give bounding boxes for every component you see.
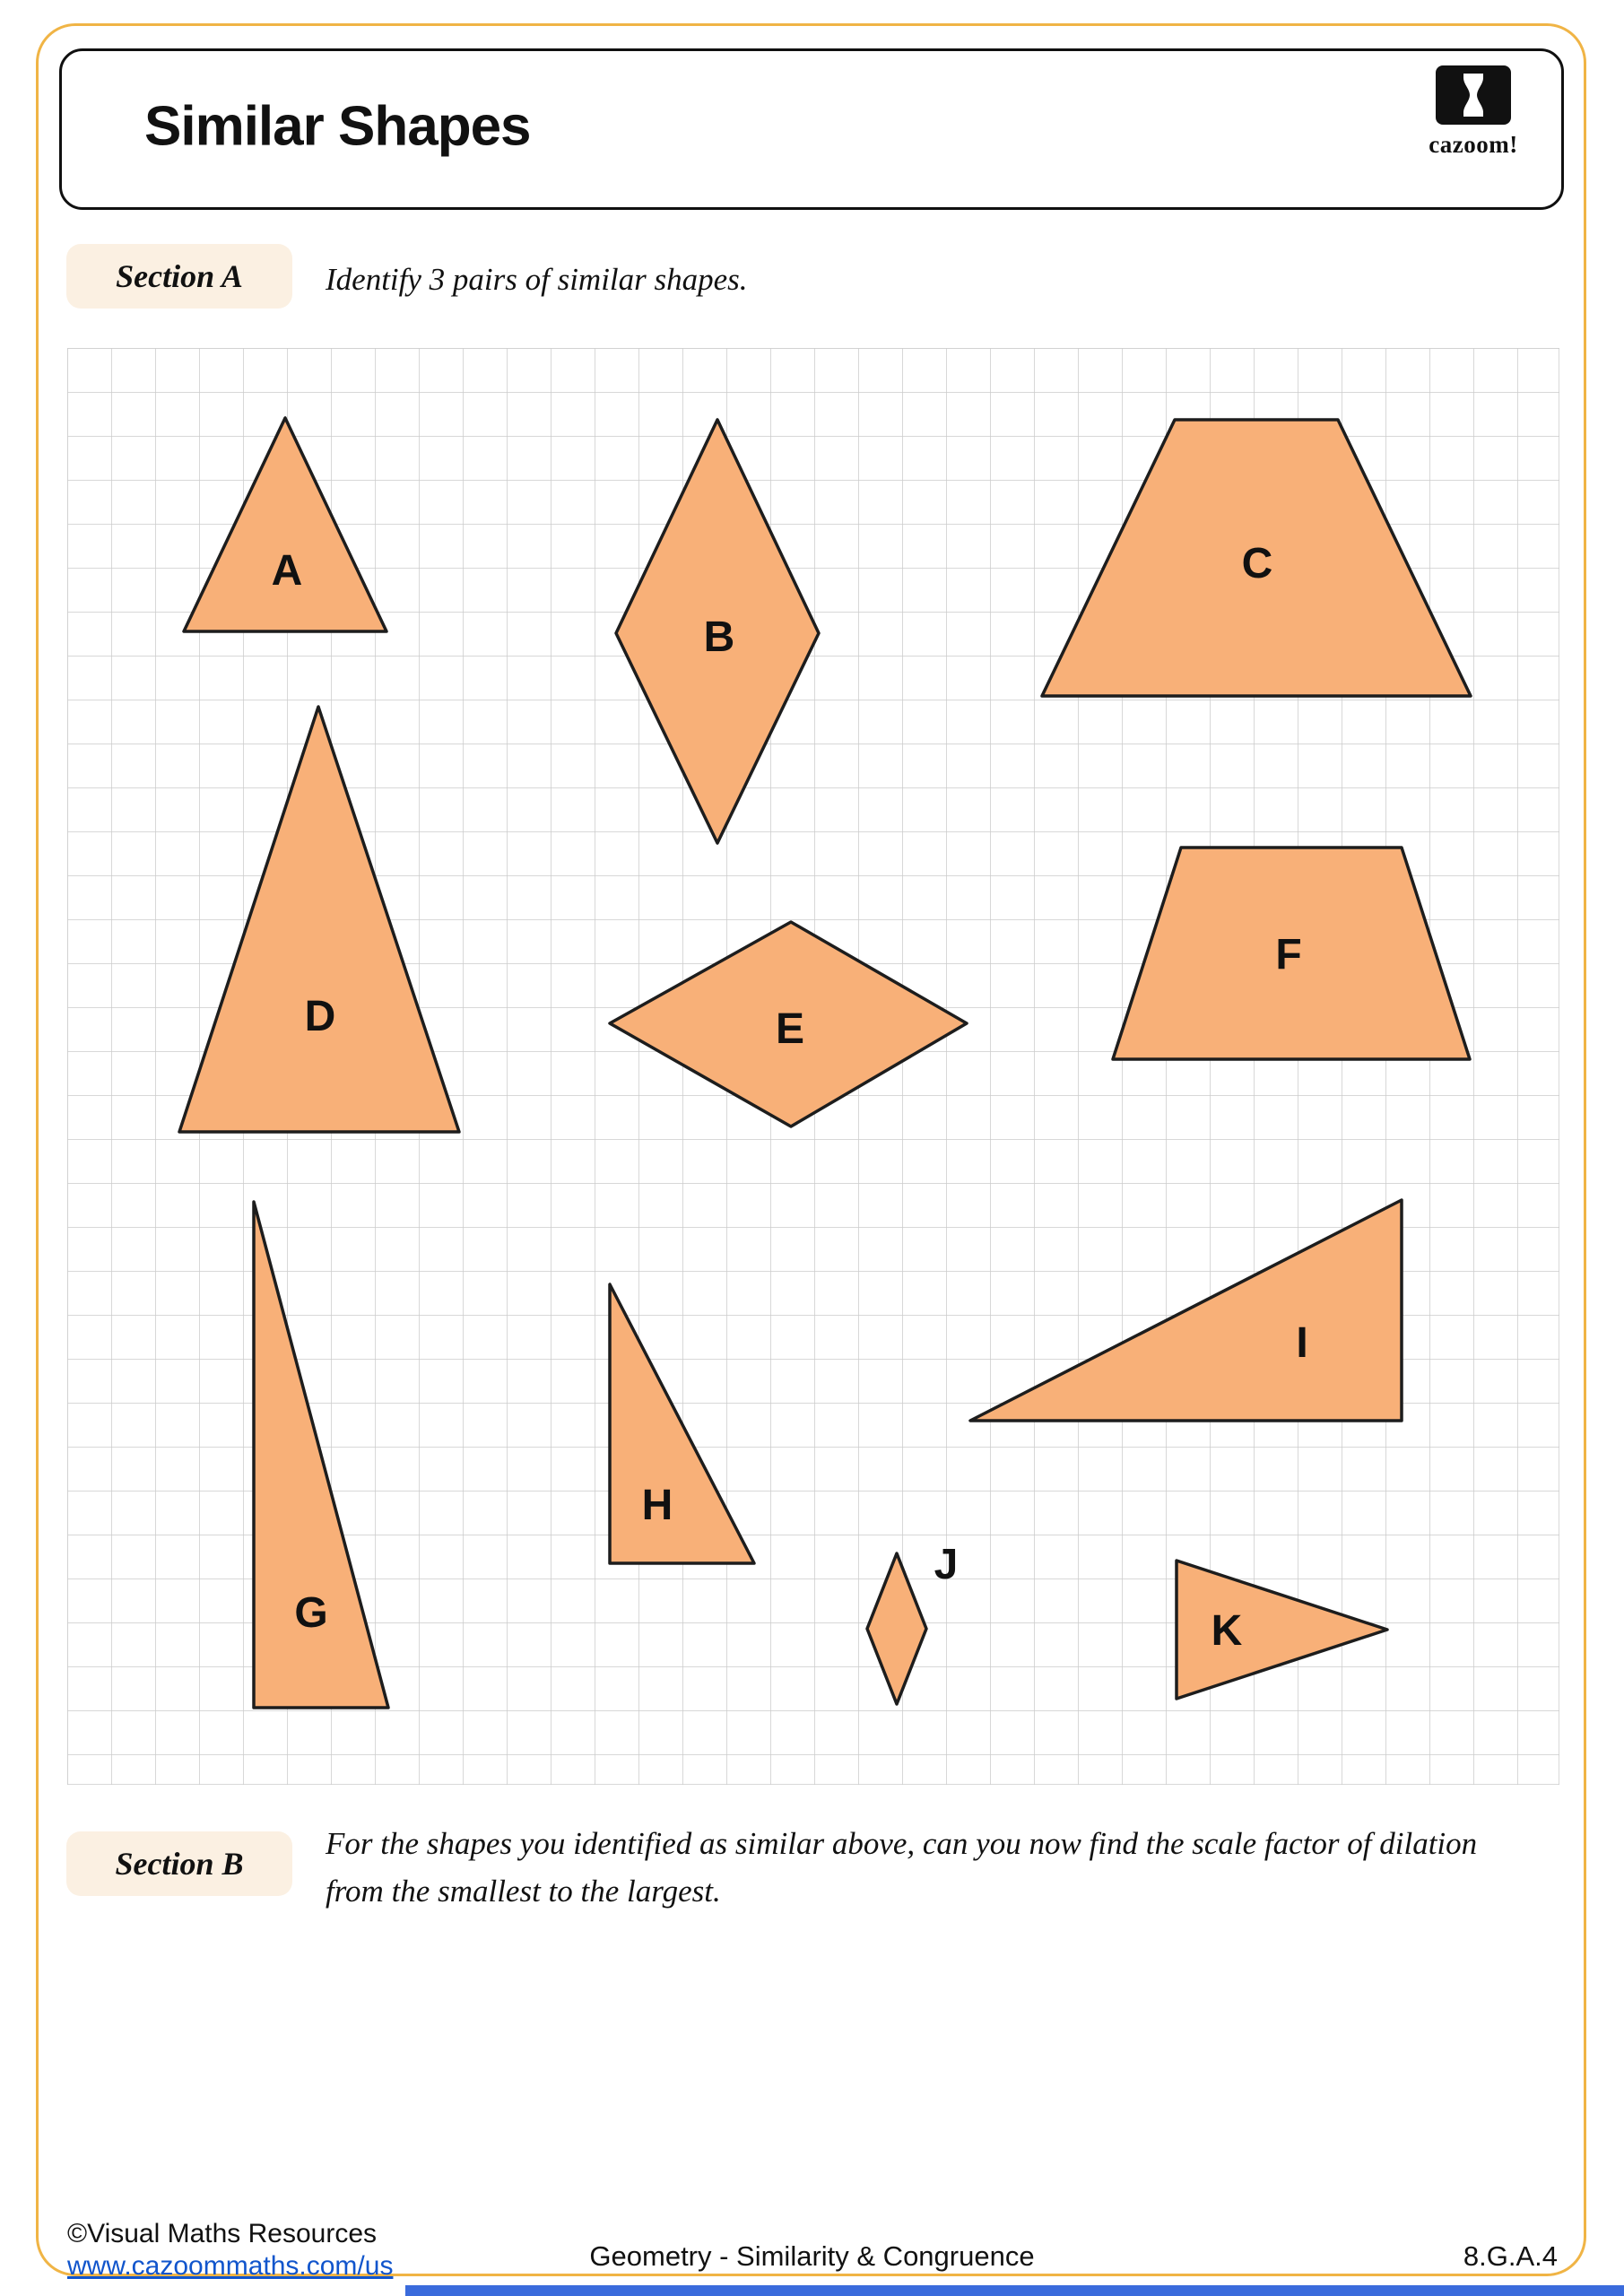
shape-label-D: D bbox=[304, 993, 336, 1040]
shape-label-B: B bbox=[703, 613, 735, 661]
cazoom-logo-icon bbox=[1436, 65, 1511, 125]
section-b-label bbox=[66, 1831, 292, 1896]
footer-standard-code: 8.G.A.4 bbox=[1463, 2240, 1558, 2272]
worksheet-header bbox=[59, 48, 1564, 210]
footer-subject: Geometry - Similarity & Congruence bbox=[589, 2240, 1035, 2272]
cazoom-logo-text: cazoom! bbox=[1429, 131, 1518, 158]
section-b-instruction: For the shapes you identified as similar above, can you now find the scale factor of dilation from the smallest to the largest. bbox=[326, 1826, 1478, 1909]
footer-copyright: ©Visual Maths Resources bbox=[67, 2219, 378, 2248]
shape-label-I: I bbox=[1296, 1319, 1308, 1367]
section-a-instruction: Identify 3 pairs of similar shapes. bbox=[326, 262, 748, 297]
shape-label-G: G bbox=[294, 1589, 328, 1637]
shape-label-H: H bbox=[641, 1482, 673, 1529]
section-a-label-text: Section A bbox=[116, 258, 243, 294]
section-b-label-text: Section B bbox=[115, 1846, 244, 1882]
shape-label-F: F bbox=[1275, 931, 1302, 978]
page-title: Similar Shapes bbox=[144, 95, 531, 158]
shape-label-A: A bbox=[271, 547, 303, 595]
section-a-label bbox=[66, 244, 292, 309]
shape-label-K: K bbox=[1211, 1607, 1243, 1655]
cazoom-logo bbox=[1420, 65, 1527, 159]
shapes-grid bbox=[67, 348, 1559, 1785]
shape-label-E: E bbox=[775, 1005, 805, 1053]
shape-label-C: C bbox=[1241, 540, 1273, 587]
shape-label-J: J bbox=[934, 1541, 959, 1588]
bottom-accent-bar bbox=[405, 2285, 1624, 2296]
footer-url-link[interactable]: www.cazoommaths.com/us bbox=[67, 2251, 394, 2281]
